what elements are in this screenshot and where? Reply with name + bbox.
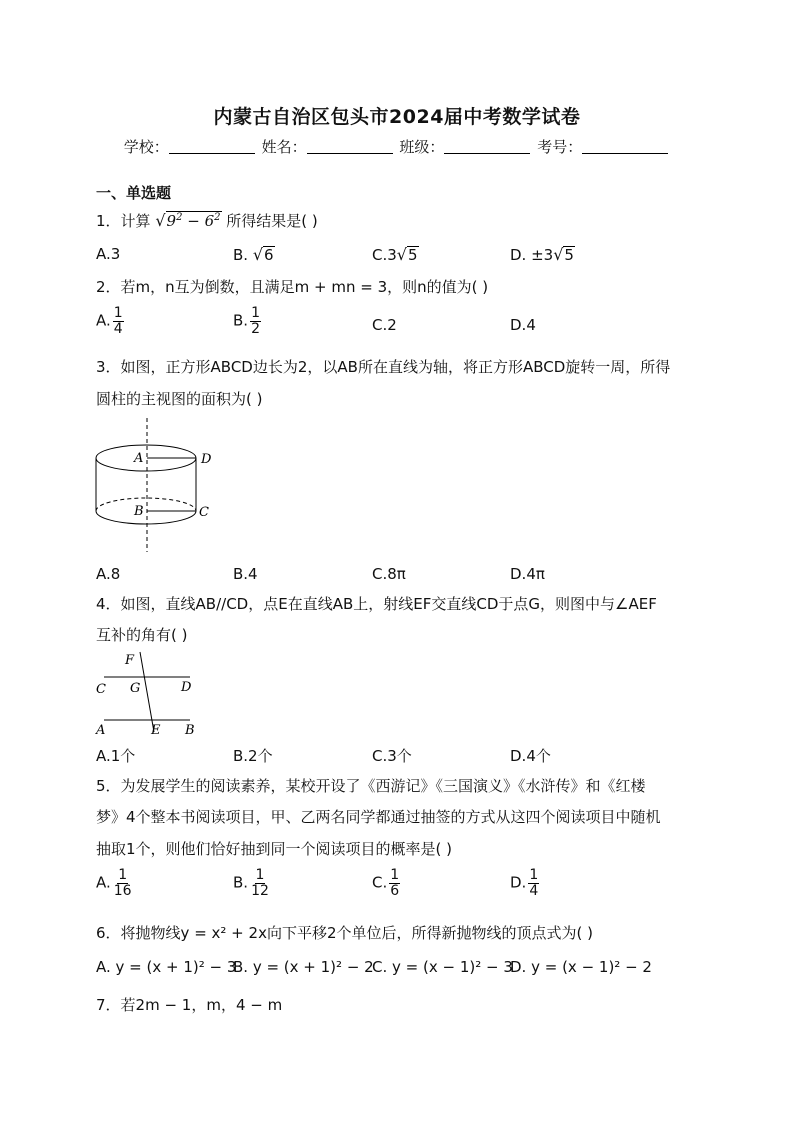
q2-option-b: B. $\frac{1}{2}$ [233,305,260,337]
question-2 [96,276,488,297]
q3-option-a: A.8 [96,565,121,583]
q6-option-c: C. y = (x − 1)² − 3 [372,958,513,976]
q5-option-c: C. $\frac{1}{6}$ [372,867,400,899]
exam-title: 内蒙古自治区包头市2024届中考数学试卷 [213,106,581,128]
label-c: C [96,682,106,697]
label-b: B [185,723,195,738]
q2-option-a: A. $\frac{1}{4}$ [96,305,123,337]
question-number: 6． [96,924,121,942]
question-number: 4． [96,595,121,613]
number-blank [582,153,668,154]
q4-option-a: A.1个 [96,747,136,765]
q1-option-a: A.3 [96,245,121,263]
question-5 [96,775,646,796]
q2-option-d: D.4 [510,316,536,334]
question-stem: 如图，直线AB//CD，点E在直线AB上，射线EF交直线CD于点G，则图中与∠AEF [120,595,657,613]
q1-option-c: C.3√5 [372,245,418,264]
q1-option-d: D. ±3√5 [510,245,574,264]
label-a: A [96,723,106,738]
question-stem: 若2m − 1，m，4 − m [120,996,283,1014]
bottom-back-arc [96,498,196,511]
label-a: A [134,451,144,466]
label-f: F [125,653,135,668]
label-d: D [201,452,212,467]
question-stem: 将抛物线y = x² + 2x向下平移2个单位后，所得新抛物线的顶点式为( ) [120,924,593,942]
question-stem-end: 所得结果是( ) [226,212,318,230]
label-b: B [134,504,144,519]
q4-option-b: B.2个 [233,747,273,765]
school-label: 学校： [123,138,169,156]
question-4-line2: 互补的角有( ) [96,626,188,644]
question-3-line2: 圆柱的主视图的面积为( ) [96,390,263,408]
sqrt-expression: $9^2 - 6^2$ [166,212,221,230]
q6-option-a: A. y = (x + 1)² − 3 [96,958,237,976]
q3-option-c: C.8π [372,565,406,583]
q5-option-b: B. $\frac{1}{12}$ [233,867,269,899]
label-c: C [199,505,209,520]
question-7 [96,994,282,1015]
section-heading: 一、单选题 [96,184,172,202]
cylinder-side [96,458,196,524]
student-info-line [0,136,794,157]
cylinder-figure [90,416,220,556]
name-blank [307,153,393,154]
q2-option-c: C.2 [372,316,397,334]
question-number: 5． [96,777,121,795]
question-6 [96,922,593,943]
question-1: 1．计算 $√9^2 - 6^2$ 所得结果是( ) [96,211,318,230]
q3-option-b: B.4 [233,565,258,583]
q5-option-d: D. $\frac{1}{4}$ [510,867,539,899]
label-d: D [181,680,192,695]
question-stem: 若m，n互为倒数，且满足m + mn = 3，则n的值为( ) [120,278,489,296]
question-number: 3． [96,358,121,376]
question-stem: 如图，正方形ABCD边长为2，以AB所在直线为轴，将正方形ABCD旋转一周，所得 [120,358,671,376]
question-stem: 计算 [120,212,151,230]
class-label: 班级： [399,138,445,156]
q6-option-b: B. y = (x + 1)² − 2 [233,958,374,976]
q4-option-d: D.4个 [510,747,551,765]
name-label: 姓名： [261,138,307,156]
question-stem: 为发展学生的阅读素养，某校开设了《西游记》《三国演义》《水浒传》和《红楼 [120,777,646,795]
question-5-line2: 梦》4个整本书阅读项目，甲、乙两名同学都通过抽签的方式从这四个阅读项目中随机 [96,808,661,826]
class-blank [444,153,530,154]
q6-option-d: D. y = (x − 1)² − 2 [510,958,652,976]
parallel-lines-figure [92,648,207,740]
q4-option-c: C.3个 [372,747,412,765]
school-blank [169,153,255,154]
question-5-line3: 抽取1个，则他们恰好抽到同一个阅读项目的概率是( ) [96,840,453,858]
question-3 [96,356,670,377]
label-g: G [130,681,141,696]
question-4 [96,593,657,614]
question-number: 7． [96,996,121,1014]
q3-option-d: D.4π [510,565,545,583]
label-e: E [151,723,161,738]
number-label: 考号： [537,138,583,156]
question-number: 2． [96,278,121,296]
question-number: 1． [96,212,121,230]
q5-option-a: A. $\frac{1}{16}$ [96,867,132,899]
q1-option-b: B. √6 [233,245,274,264]
